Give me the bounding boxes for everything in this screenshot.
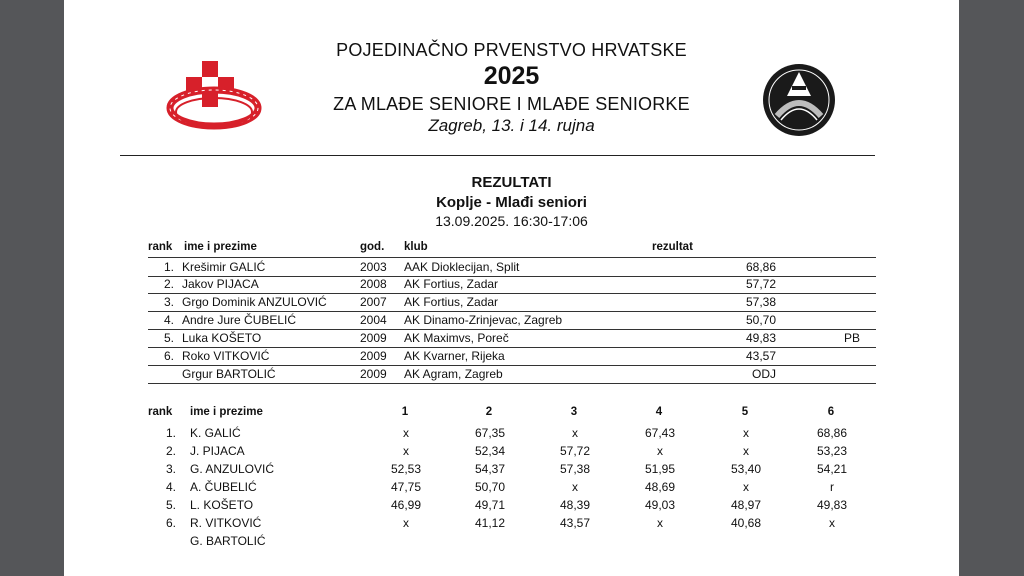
series-header-attempt-3: 3 [570, 406, 578, 418]
results-title: REZULTATI [471, 174, 552, 191]
result-rank: 5. [163, 331, 174, 345]
series-attempt-3: x [572, 480, 578, 494]
series-attempt-3: x [572, 426, 578, 440]
results-header-name: ime i prezime [184, 241, 257, 253]
series-attempt-2: 50,70 [474, 480, 506, 494]
series-attempt-5: 53,40 [730, 462, 762, 476]
series-header-attempt-2: 2 [485, 406, 493, 418]
series-header-name: ime i prezime [190, 406, 263, 418]
series-header-attempt-4: 4 [655, 406, 663, 418]
series-header-attempt-1: 1 [401, 406, 409, 418]
results-header-rank: rank [148, 241, 173, 253]
header-place-date: Zagreb, 13. i 14. rujna [428, 116, 595, 135]
result-mark: 49,83 [745, 331, 776, 345]
result-year: 2009 [360, 367, 387, 381]
series-attempt-4: 51,95 [644, 462, 676, 476]
series-name: J. PIJACA [190, 444, 245, 458]
result-mark: 57,72 [745, 277, 776, 291]
result-mark: 43,57 [745, 349, 776, 363]
series-row [148, 460, 888, 478]
series-attempt-6: r [830, 480, 834, 494]
results-row [148, 365, 876, 384]
series-name: L. KOŠETO [190, 498, 254, 512]
document-page [64, 0, 959, 576]
result-club: AK Fortius, Zadar [404, 295, 499, 309]
series-header-attempt-6: 6 [827, 406, 835, 418]
series-attempt-2: 41,12 [474, 516, 506, 530]
series-header-attempt-5: 5 [741, 406, 749, 418]
series-attempt-4: x [657, 444, 663, 458]
series-attempt-6: 68,86 [816, 426, 848, 440]
result-year: 2003 [360, 260, 387, 274]
header-line-3: ZA MLAĐE SENIORE I MLAĐE SENIORKE [333, 94, 690, 114]
results-row [148, 311, 876, 330]
result-club: AK Kvarner, Rijeka [404, 349, 505, 363]
result-rank: 3. [163, 295, 174, 309]
series-rank: 1. [165, 426, 176, 440]
result-year: 2008 [360, 277, 387, 291]
series-rank: 6. [165, 516, 176, 530]
series-attempt-1: x [403, 426, 409, 440]
series-name: R. VITKOVIĆ [190, 516, 262, 530]
series-attempt-1: 47,75 [390, 480, 422, 494]
result-year: 2004 [360, 313, 387, 327]
series-name: G. BARTOLIĆ [190, 534, 266, 548]
result-mark: 57,38 [745, 295, 776, 309]
event-datetime: 13.09.2025. 16:30-17:06 [435, 213, 588, 229]
result-name: Andre Jure ČUBELIĆ [182, 313, 297, 327]
result-mark: ODJ [752, 367, 776, 381]
result-club: AK Dinamo-Zrinjevac, Zagreb [404, 313, 563, 327]
series-name: G. ANZULOVIĆ [190, 462, 275, 476]
series-attempt-3: 57,38 [559, 462, 591, 476]
header-line-1: POJEDINAČNO PRVENSTVO HRVATSKE [336, 40, 687, 60]
series-attempt-5: 40,68 [730, 516, 762, 530]
header-divider [120, 155, 875, 156]
series-attempt-3: 43,57 [559, 516, 591, 530]
series-attempt-6: 54,21 [816, 462, 848, 476]
result-note: PB [844, 331, 861, 345]
series-name: A. ČUBELIĆ [190, 480, 257, 494]
series-row [148, 496, 888, 514]
result-name: Grgur BARTOLIĆ [182, 367, 276, 381]
results-header-club: klub [404, 241, 428, 253]
results-header-result: rezultat [652, 241, 693, 253]
result-year: 2009 [360, 349, 387, 363]
series-row [148, 424, 888, 442]
series-row [148, 532, 888, 550]
result-name: Krešimir GALIĆ [182, 260, 266, 274]
results-row [148, 293, 876, 312]
series-attempt-6: 53,23 [816, 444, 848, 458]
series-attempt-5: x [743, 444, 749, 458]
series-attempt-5: x [743, 426, 749, 440]
result-name: Grgo Dominik ANZULOVIĆ [182, 295, 327, 309]
series-attempt-3: 57,72 [559, 444, 591, 458]
result-club: AK Maximvs, Poreč [404, 331, 509, 345]
results-row [148, 257, 876, 277]
series-attempt-6: x [829, 516, 835, 530]
series-attempt-2: 49,71 [474, 498, 506, 512]
header-year: 2025 [483, 62, 540, 90]
series-row [148, 514, 888, 532]
series-attempt-4: 48,69 [644, 480, 676, 494]
series-attempt-1: x [403, 444, 409, 458]
series-rank: 2. [165, 444, 176, 458]
series-row [148, 442, 888, 460]
series-header-rank: rank [148, 406, 173, 418]
series-attempt-1: x [403, 516, 409, 530]
series-attempt-3: 48,39 [559, 498, 591, 512]
series-attempt-2: 54,37 [474, 462, 506, 476]
series-attempt-4: 49,03 [644, 498, 676, 512]
result-rank: 4. [163, 313, 174, 327]
event-title: Koplje - Mlađi seniori [436, 194, 587, 211]
result-rank: 6. [163, 349, 174, 363]
result-club: AK Agram, Zagreb [404, 367, 503, 381]
series-rank: 4. [165, 480, 176, 494]
result-mark: 68,86 [745, 260, 776, 274]
results-header-year: god. [360, 241, 385, 253]
series-attempt-6: 49,83 [816, 498, 848, 512]
series-name: K. GALIĆ [190, 426, 241, 440]
result-club: AAK Dioklecijan, Split [404, 260, 520, 274]
series-attempt-1: 46,99 [390, 498, 422, 512]
series-attempt-2: 67,35 [474, 426, 506, 440]
results-row [148, 329, 876, 348]
series-attempt-4: 67,43 [644, 426, 676, 440]
series-attempt-5: 48,97 [730, 498, 762, 512]
series-attempt-4: x [657, 516, 663, 530]
result-name: Roko VITKOVIĆ [182, 349, 270, 363]
series-attempt-1: 52,53 [390, 462, 422, 476]
results-row [148, 275, 876, 294]
result-club: AK Fortius, Zadar [404, 277, 499, 291]
series-row [148, 478, 888, 496]
results-row [148, 347, 876, 366]
series-attempt-5: x [743, 480, 749, 494]
result-rank: 2. [163, 277, 174, 291]
result-rank: 1. [163, 260, 174, 274]
result-year: 2007 [360, 295, 387, 309]
result-mark: 50,70 [745, 313, 776, 327]
series-rank: 5. [165, 498, 176, 512]
result-name: Jakov PIJACA [182, 277, 259, 291]
series-rank: 3. [165, 462, 176, 476]
result-name: Luka KOŠETO [182, 331, 262, 345]
result-year: 2009 [360, 331, 387, 345]
series-attempt-2: 52,34 [474, 444, 506, 458]
